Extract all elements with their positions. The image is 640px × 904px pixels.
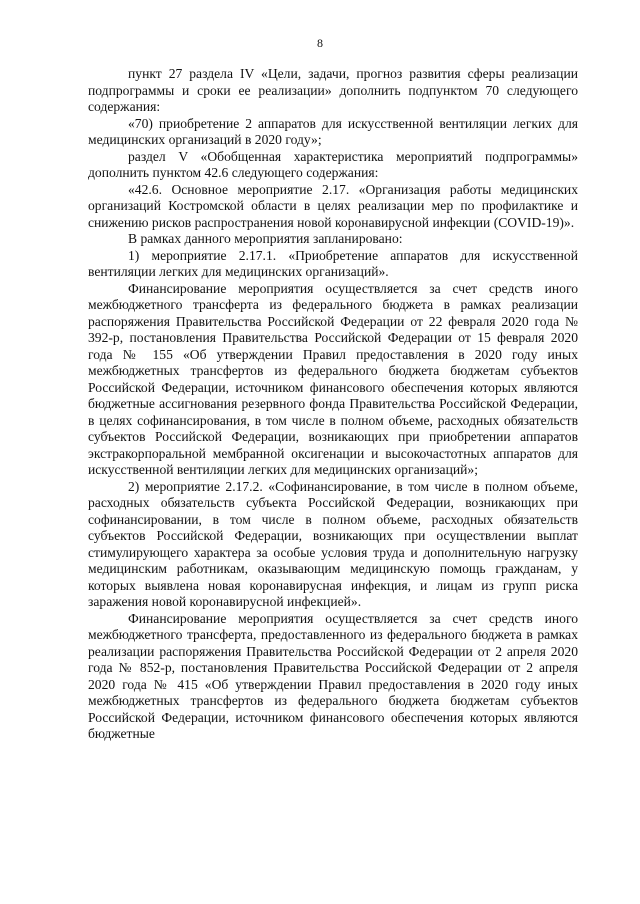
paragraph-measure-2-17-2: 2) мероприятие 2.17.2. «Софинансирование, в том числе в полном объеме, расходных обязательств субъекта Российской Федерации, возникающих при софинансировании, в том числе в полном объеме, расходных обязательств субъектов Российской Федерации, возникающих при осуществлении выплат стимулирующего характера за особые условия труда и дополнительную нагрузку медицинским работникам, оказывающим медицинскую помощь гражданам, у которых выявлена новая коронавирусная инфекция, и лицам из групп риска заражения новой коронавирусной инфекцией». bbox=[88, 478, 578, 609]
paragraph-measure-2-17-1: 1) мероприятие 2.17.1. «Приобретение аппаратов для искусственной вентиляции легких для медицинских организаций». bbox=[88, 247, 578, 279]
paragraph-financing-1: Финансирование мероприятия осуществляется за счет средств иного межбюджетного трансферта из федерального бюджета в рамках реализации распоряжения Правительства Российской Федерации от 22 февраля 2020 года № 392-р, постановления Правительства Российской Федерации от 15 февраля 2020 года № 155 «Об утверждении Правил предоставления в 2020 году иных межбюджетных трансфертов из федерального бюджета бюджетам субъектов Российской Федерации, источником финансового обеспечения которых являются бюджетные ассигнования резервного фонда Правительства Российской Федерации, в целях софинансирования, в том числе в полном объеме, расходных обязательств субъектов Российской Федерации, возникающих при приобретении аппаратов экстракорпоральной мембранной оксигенации и высокочастотных аппаратов для искусственной вентиляции легких для медицинских организаций»; bbox=[88, 280, 578, 477]
page-number: 8 bbox=[317, 36, 323, 50]
document-body bbox=[88, 66, 578, 743]
paragraph-planned-intro: В рамках данного мероприятия запланировано: bbox=[128, 231, 403, 246]
paragraph-amend-section-iv: пункт 27 раздела IV «Цели, задачи, прогноз развития сферы реализации подпрограммы и сроки ее реализации» дополнить подпунктом 70 следующего содержания: bbox=[88, 66, 578, 114]
paragraph-amend-section-v: раздел V «Обобщенная характеристика мероприятий подпрограммы» дополнить пунктом 42.6 следующего содержания: bbox=[88, 148, 578, 180]
paragraph-point-42-6: «42.6. Основное мероприятие 2.17. «Организация работы медицинских организаций Костромской области в целях реализации мер по профилактике и снижению рисков распространения новой коронавирусной инфекции (COVID-19)». bbox=[88, 181, 578, 230]
paragraph-financing-2: Финансирование мероприятия осуществляется за счет средств иного межбюджетного трансферта, предоставленного из федерального бюджета в рамках реализации распоряжения Правительства Российской Федерации от 2 апреля 2020 года № 852-р, постановления Правительства Российской Федерации от 2 апреля 2020 года № 415 «Об утверждении Правил предоставления в 2020 году иных межбюджетных трансфертов из федерального бюджета бюджетам субъектов Российской Федерации, источником финансового обеспечения которых являются бюджетные bbox=[88, 610, 578, 741]
paragraph-subpoint-70: «70) приобретение 2 аппаратов для искусственной вентиляции легких для медицинских организаций в 2020 году»; bbox=[88, 115, 578, 147]
